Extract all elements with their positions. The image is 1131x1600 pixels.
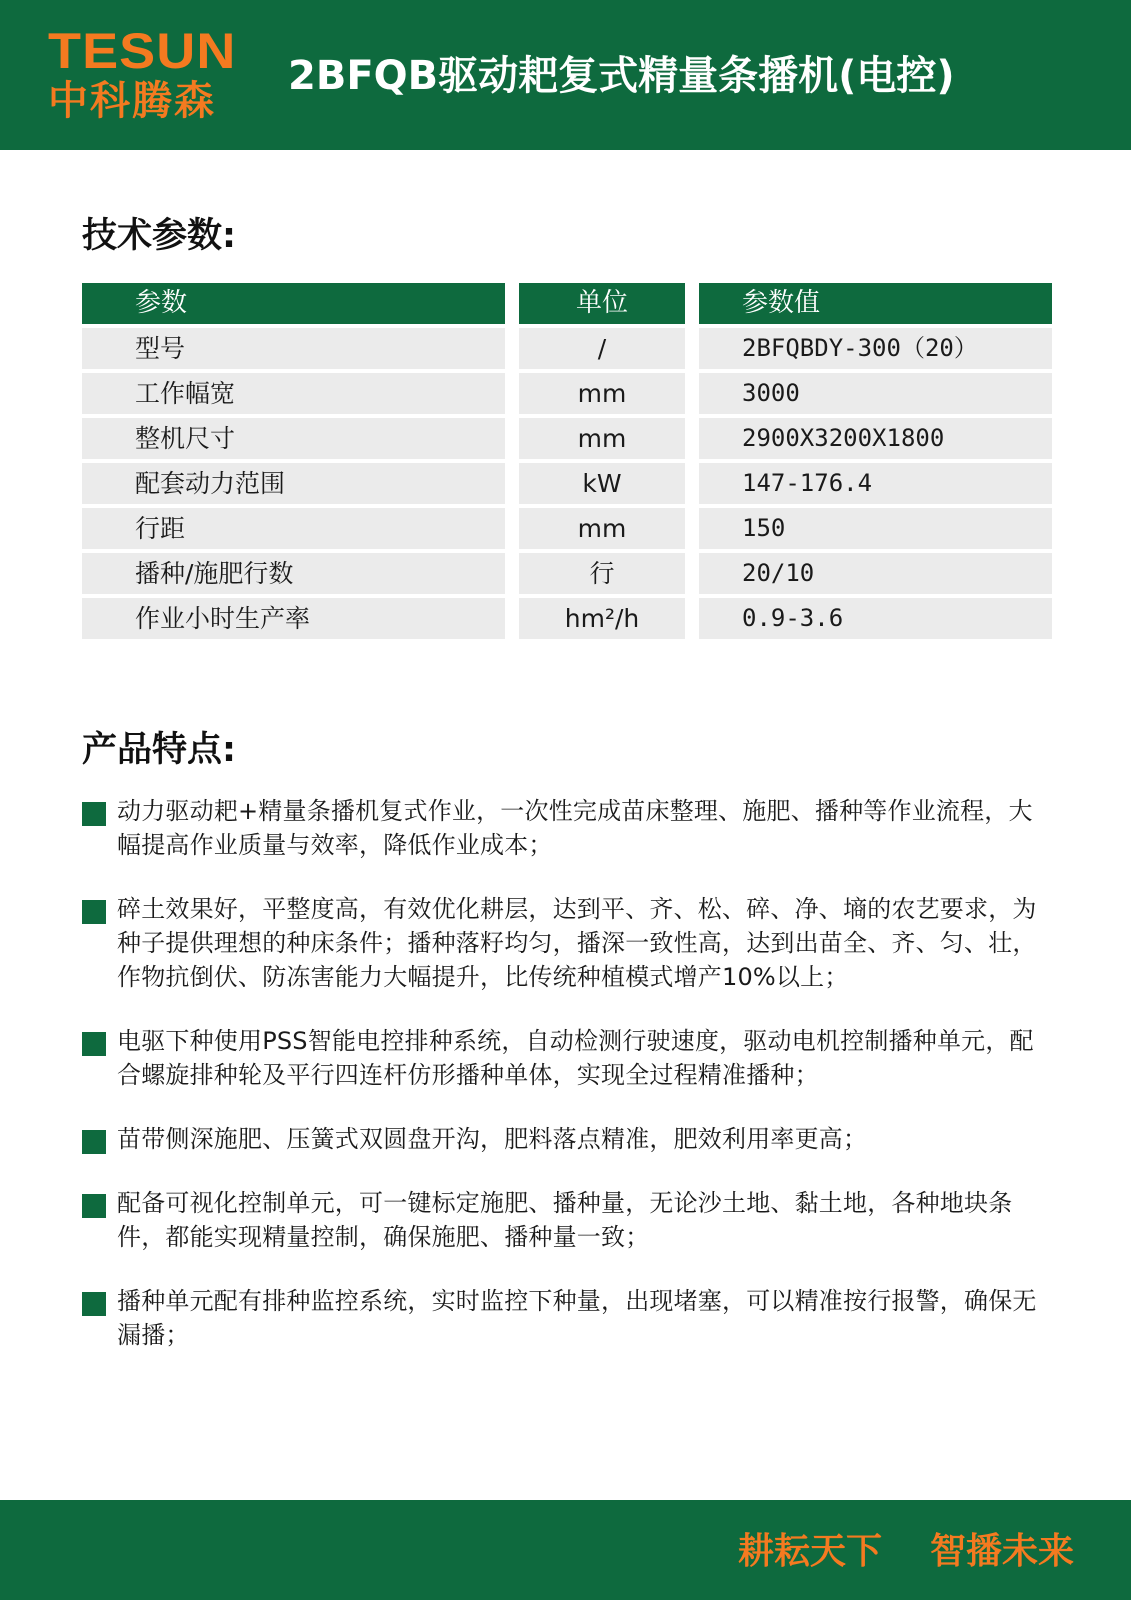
table-row (82, 553, 1052, 598)
cell-unit: kW (519, 463, 685, 504)
square-bullet-icon (82, 802, 106, 826)
cell-unit: mm (519, 418, 685, 459)
spec-table (82, 283, 1052, 643)
table-header-row (82, 283, 1052, 328)
feature-text: 播种单元配有排种监控系统，实时监控下种量，出现堵塞，可以精准按行报警，确保无漏播； (117, 1287, 1037, 1349)
square-bullet-icon (82, 900, 106, 924)
feature-text: 配备可视化控制单元，可一键标定施肥、播种量，无论沙土地、黏土地，各种地块条件，都能实现精量控制，确保施肥、播种量一致； (117, 1189, 1013, 1251)
table-body (82, 328, 1052, 643)
cell-unit: / (519, 328, 685, 369)
slogan-right: 智播未来 (930, 1531, 1075, 1572)
cell-unit: 行 (519, 553, 685, 594)
cell-value: 150 (699, 508, 1052, 549)
section-title-features: 产品特点: (82, 730, 236, 770)
cell-value: 20/10 (699, 553, 1052, 594)
table-row (82, 328, 1052, 373)
cell-unit: mm (519, 508, 685, 549)
cell-value: 3000 (699, 373, 1052, 414)
cell-param: 工作幅宽 (82, 373, 505, 414)
list-item (82, 794, 1052, 862)
page-title: 2BFQB驱动耙复式精量条播机(电控) (288, 53, 955, 99)
brand-logo-en: TESUN (48, 23, 237, 79)
table-row (82, 598, 1052, 643)
header-cell-param: 参数 (82, 283, 505, 324)
header-cell-value: 参数值 (699, 283, 1052, 324)
cell-param: 播种/施肥行数 (82, 553, 505, 594)
cell-param: 整机尺寸 (82, 418, 505, 459)
square-bullet-icon (82, 1292, 106, 1316)
square-bullet-icon (82, 1032, 106, 1056)
cell-param: 行距 (82, 508, 505, 549)
list-item (82, 892, 1052, 994)
feature-text: 苗带侧深施肥、压簧式双圆盘开沟，肥料落点精准，肥效利用率更高； (117, 1125, 868, 1153)
cell-unit: hm²/h (519, 598, 685, 639)
brand-logo-cn: 中科腾森 (48, 78, 216, 124)
cell-value: 147-176.4 (699, 463, 1052, 504)
feature-text: 碎土效果好，平整度高，有效优化耕层，达到平、齐、松、碎、净、墒的农艺要求，为种子提供理想的种床条件；播种落籽均匀，播深一致性高，达到出苗全、齐、匀、壮，作物抗倒伏、防冻害能力大幅提升，比传统种植模式增产10%以上； (117, 895, 1037, 991)
feature-list (82, 794, 1052, 1382)
cell-unit: mm (519, 373, 685, 414)
cell-value: 0.9-3.6 (699, 598, 1052, 639)
cell-value: 2900X3200X1800 (699, 418, 1052, 459)
cell-value: 2BFQBDY-300（20） (699, 328, 1052, 369)
list-item (82, 1186, 1052, 1254)
cell-param: 作业小时生产率 (82, 598, 505, 639)
table-row (82, 508, 1052, 553)
square-bullet-icon (82, 1194, 106, 1218)
feature-text: 电驱下种使用PSS智能电控排种系统，自动检测行驶速度，驱动电机控制播种单元，配合螺旋排种轮及平行四连杆仿形播种单体，实现全过程精准播种； (117, 1027, 1034, 1089)
cell-param: 配套动力范围 (82, 463, 505, 504)
list-item (82, 1122, 1052, 1156)
list-item (82, 1284, 1052, 1352)
header-cell-unit: 单位 (519, 283, 685, 324)
list-item (82, 1024, 1052, 1092)
square-bullet-icon (82, 1130, 106, 1154)
table-row (82, 373, 1052, 418)
table-row (82, 418, 1052, 463)
table-row (82, 463, 1052, 508)
feature-text: 动力驱动耙+精量条播机复式作业，一次性完成苗床整理、施肥、播种等作业流程，大幅提高作业质量与效率，降低作业成本； (117, 797, 1033, 859)
slogan-left: 耕耘天下 (738, 1531, 883, 1572)
section-title-params: 技术参数: (82, 216, 236, 256)
cell-param: 型号 (82, 328, 505, 369)
